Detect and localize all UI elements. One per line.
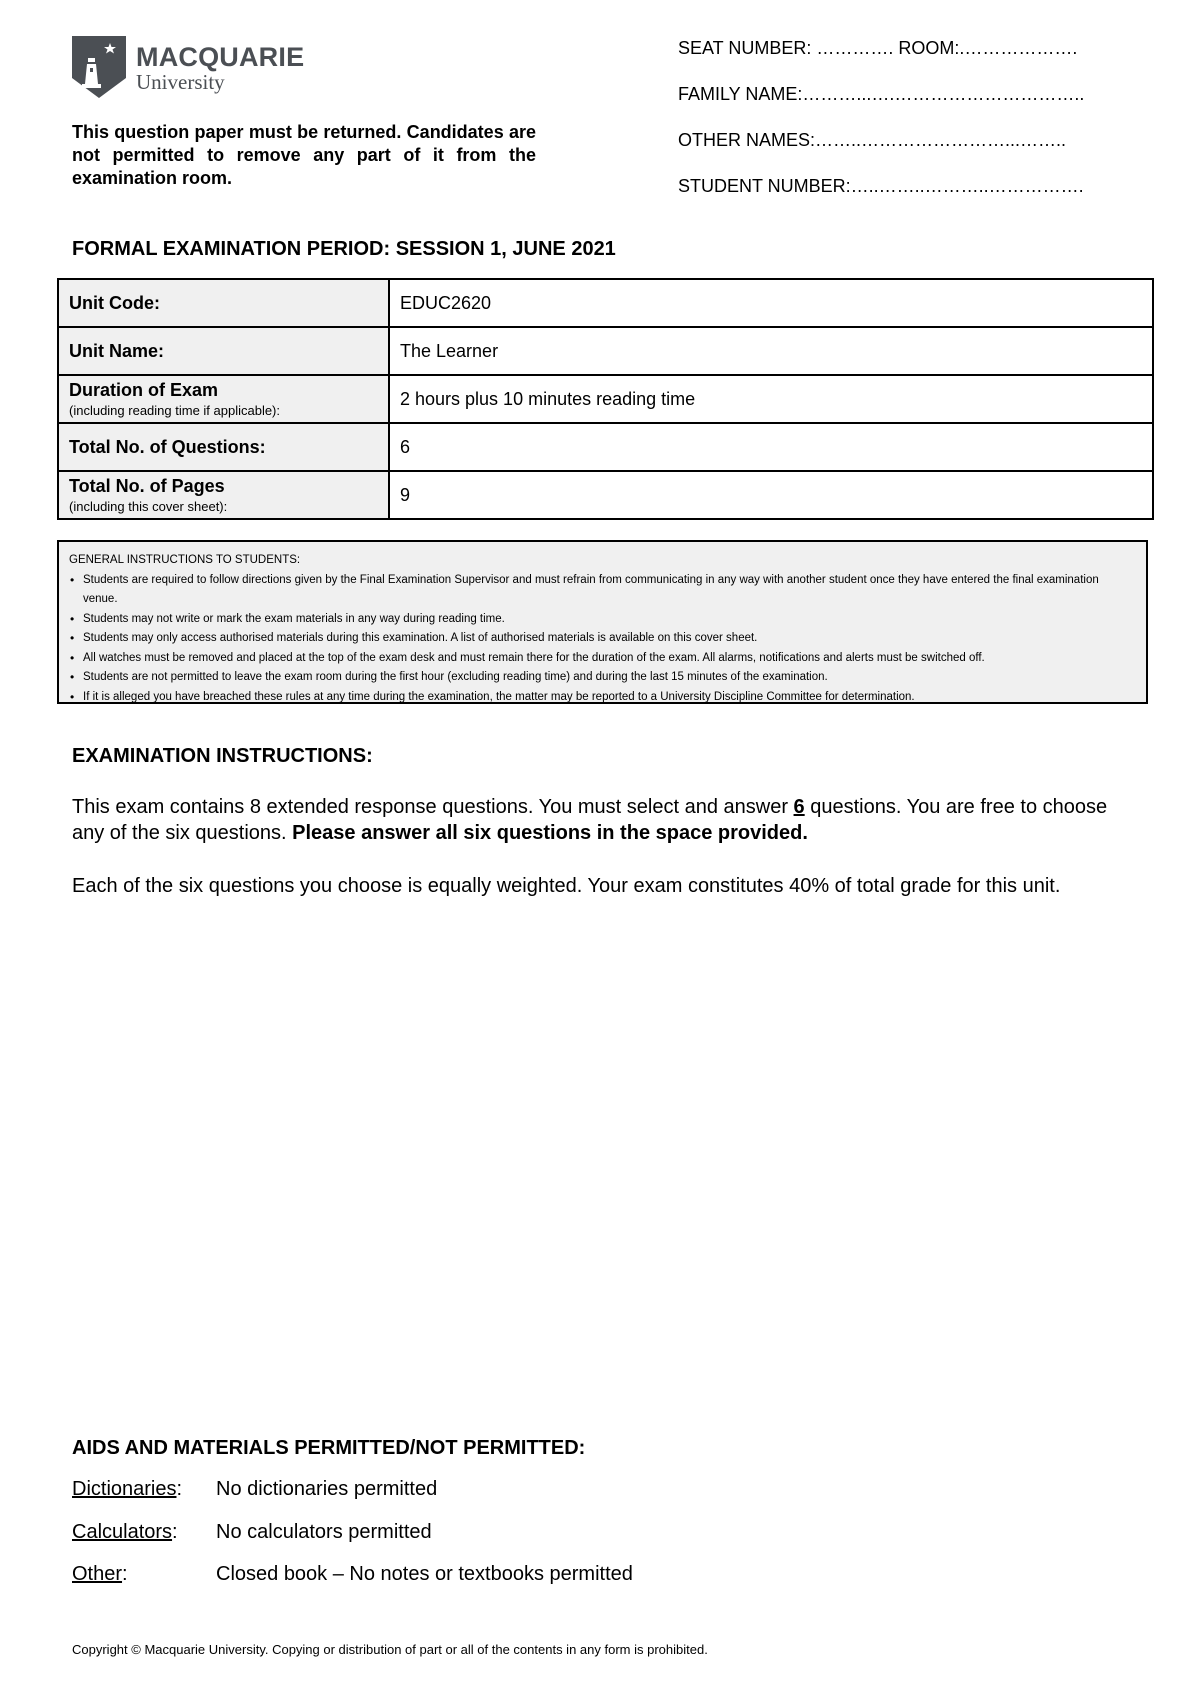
- general-instructions-box: [57, 540, 1148, 704]
- dictionaries-value: No dictionaries permitted: [216, 1478, 438, 1500]
- questions-label: Total No. of Questions:: [58, 423, 389, 471]
- return-notice: This question paper must be returned. Candidates are not permitted to remove any part of it from the examination room.: [72, 122, 536, 188]
- copyright-notice: Copyright © Macquarie University. Copying or distribution of part or all of the contents in any form is prohibited.: [72, 1642, 708, 1657]
- unit-code-label: Unit Code:: [58, 279, 389, 327]
- list-item: • Students are not permitted to leave the exam room during the first hour (excluding reading time) and during the last 15 minutes of the examination.: [69, 668, 1136, 688]
- other-value: Closed book – No notes or textbooks permitted: [216, 1563, 633, 1585]
- seat-room-field[interactable]: SEAT NUMBER: …………. ROOM:.……………….: [678, 38, 1078, 58]
- unit-name-label: Unit Name:: [58, 327, 389, 375]
- list-item: • All watches must be removed and placed at the top of the exam desk and must remain there for the duration of the exam. All alarms, notifications and alerts must be switched off.: [69, 649, 1136, 669]
- other-names-field[interactable]: OTHER NAMES:……..……………………...……..: [678, 130, 1067, 150]
- unit-details-table: [57, 278, 1154, 520]
- list-item: • If it is alleged you have breached these rules at any time during the examination, the matter may be reported to a University Discipline Committee for determination.: [69, 688, 1136, 708]
- list-item: • Students may not write or mark the exam materials in any way during reading time.: [69, 610, 1136, 630]
- general-instructions-heading: GENERAL INSTRUCTIONS TO STUDENTS:: [69, 554, 301, 566]
- questions-value: 6: [389, 423, 1153, 471]
- aid-calculators: Calculators: No calculators permitted: [72, 1521, 432, 1543]
- logo-wordmark: MACQUARIE: [136, 42, 305, 72]
- lighthouse-shield-icon: [70, 34, 128, 100]
- exam-instructions-heading: EXAMINATION INSTRUCTIONS:: [72, 745, 373, 767]
- general-instructions-list: [69, 571, 1136, 708]
- table-row: [58, 423, 1153, 471]
- list-item: • Students may only access authorised materials during this examination. A list of authorised materials is available on this cover sheet.: [69, 629, 1136, 649]
- family-name-field[interactable]: FAMILY NAME:………...….…………………………..: [678, 84, 1085, 104]
- pages-value: 9: [389, 471, 1153, 519]
- exam-instructions-paragraph-2: Each of the six questions you choose is equally weighted. Your exam constitutes 40% of total grade for this unit.: [72, 875, 1061, 897]
- table-row: [58, 279, 1153, 327]
- duration-value: 2 hours plus 10 minutes reading time: [389, 375, 1153, 423]
- list-item: • Students are required to follow directions given by the Final Examination Supervisor and must refrain from communicating in any way with another student once they have entered the final examination venue.: [69, 571, 1136, 610]
- table-row: [58, 375, 1153, 423]
- exam-instructions-paragraph-1: This exam contains 8 extended response questions. You must select and answer 6 questions. You are free to choose any of the six questions. Please answer all six questions in the space provided.: [72, 796, 1108, 844]
- unit-code-value: EDUC2620: [389, 279, 1153, 327]
- aids-heading: AIDS AND MATERIALS PERMITTED/NOT PERMITTED:: [72, 1437, 586, 1459]
- aid-other: Other: Closed book – No notes or textbooks permitted: [72, 1563, 633, 1585]
- dictionaries-label: Dictionaries: [72, 1478, 177, 1500]
- calculators-label: Calculators: [72, 1521, 173, 1543]
- aid-dictionaries: Dictionaries: No dictionaries permitted: [72, 1478, 438, 1500]
- calculators-value: No calculators permitted: [216, 1521, 432, 1543]
- candidate-fields: [678, 38, 1148, 222]
- exam-period-heading: FORMAL EXAMINATION PERIOD: SESSION 1, JUNE 2021: [72, 238, 616, 260]
- unit-name-value: The Learner: [389, 327, 1153, 375]
- table-row: [58, 471, 1153, 519]
- student-number-field[interactable]: STUDENT NUMBER:…..……..………..…………….: [678, 176, 1084, 196]
- other-label: Other: [72, 1563, 123, 1585]
- logo-subtitle: University: [136, 70, 225, 94]
- duration-label: Duration of Exam (including reading time if applicable):: [58, 375, 389, 423]
- table-row: [58, 327, 1153, 375]
- university-logo: [70, 34, 304, 100]
- pages-label: Total No. of Pages (including this cover sheet):: [58, 471, 389, 519]
